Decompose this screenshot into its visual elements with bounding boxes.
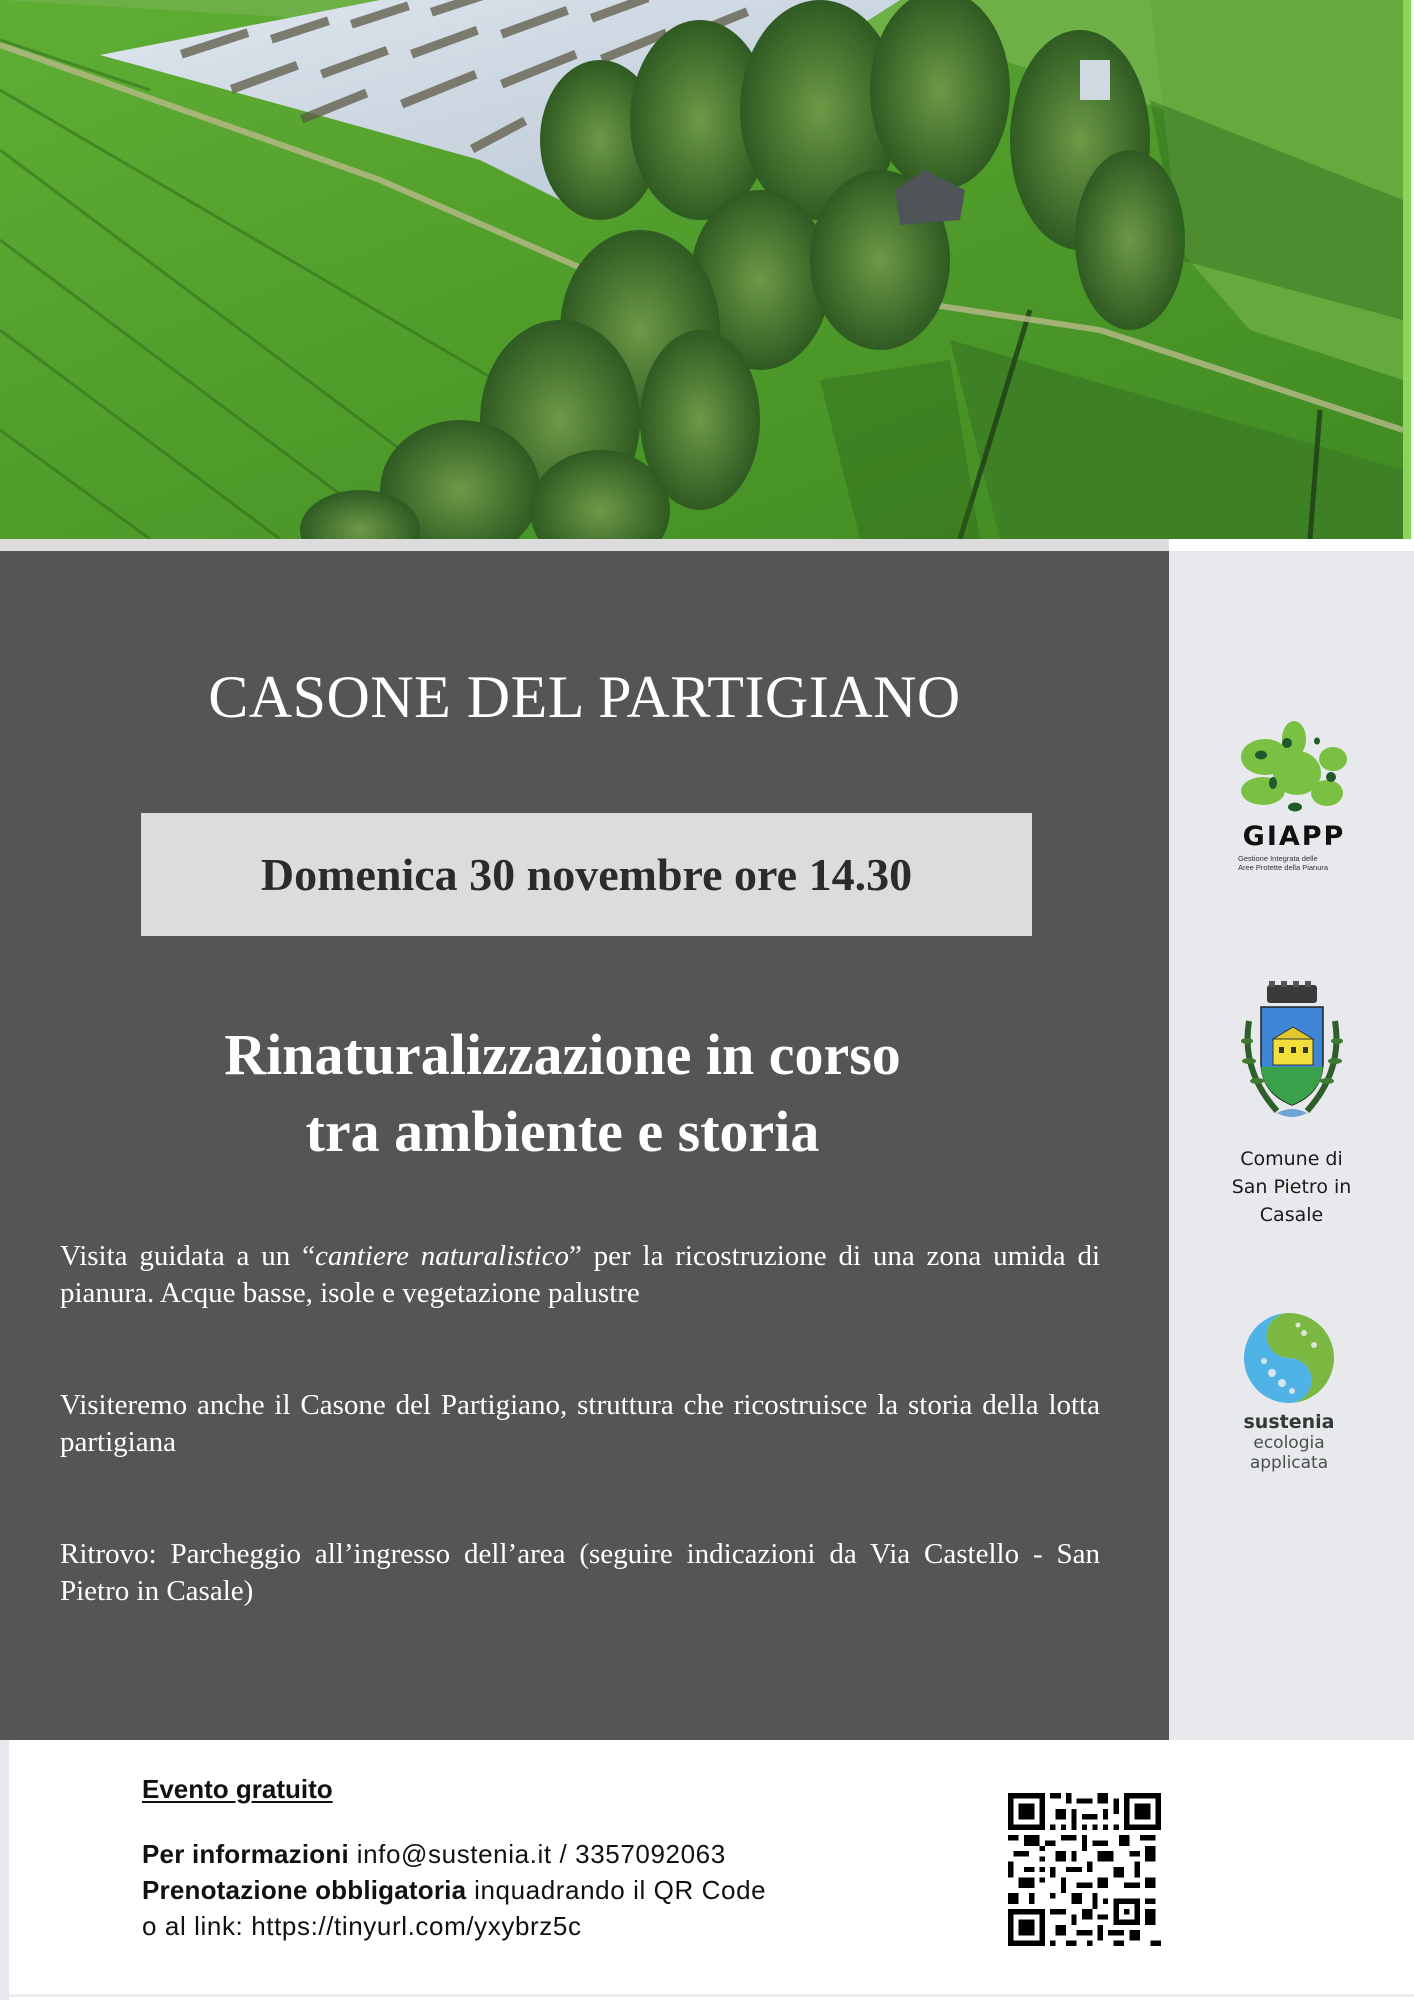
sustenia-tagline-line-1: ecologia — [1253, 1433, 1325, 1453]
event-date: Domenica 30 novembre ore 14.30 — [260, 849, 913, 900]
subtitle-line-2: tra ambiente e storia — [305, 1099, 820, 1164]
giapp-leaf-icon — [1235, 721, 1353, 819]
sustenia-tagline-line-2: applicata — [1249, 1453, 1329, 1473]
info-contact[interactable]: info@sustenia.it / 3357092063 — [348, 1839, 726, 1869]
description-paragraph — [60, 1238, 1100, 1312]
description-text-end: ” per la ricostruzione di una zona umida di pianura. Acque basse, isole e vegetazione palustre — [60, 1240, 1100, 1309]
subtitle-line-1: Rinaturalizzazione in corso — [224, 1022, 901, 1087]
hero-green-border — [1403, 0, 1411, 539]
casone-paragraph: Visiteremo anche il Casone del Partigiano, struttura che ricostruisce la storia della lotta partigiana — [60, 1389, 1100, 1458]
free-event-label: Evento gratuito — [142, 1774, 333, 1804]
comune-logo — [1189, 981, 1394, 1229]
description-italic: cantiere naturalistico — [314, 1240, 569, 1272]
sustenia-logo — [1229, 1311, 1349, 1473]
event-info-panel — [0, 551, 1169, 1740]
comune-line-3: Casale — [1259, 1204, 1324, 1226]
footer-left-edge — [0, 1740, 9, 2000]
booking-link[interactable]: o al link: https://tinyurl.com/yxybrz5c — [142, 1911, 582, 1941]
info-line — [142, 1836, 962, 1872]
info-label: Per informazioni — [142, 1839, 349, 1869]
booking-line — [142, 1872, 962, 1908]
divider-strip — [0, 539, 1169, 551]
qr-code[interactable] — [1008, 1793, 1161, 1946]
giapp-logo — [1229, 721, 1359, 872]
description-text-start: Visita guidata a un “ — [60, 1240, 315, 1272]
coat-of-arms-icon — [1237, 981, 1347, 1131]
qr-code-icon — [1008, 1793, 1161, 1946]
sustenia-tagline — [1250, 1433, 1328, 1473]
booking-label: Prenotazione obbligatoria — [142, 1875, 467, 1905]
date-box — [141, 813, 1032, 936]
giapp-subtitle-line-1: Gestione Integrata delle — [1238, 854, 1318, 863]
aerial-landscape-image — [0, 0, 1403, 539]
sustenia-circle-icon — [1242, 1311, 1336, 1405]
giapp-subtitle — [1238, 854, 1350, 872]
contact-info — [142, 1836, 962, 1944]
comune-name — [1232, 1145, 1352, 1229]
giapp-subtitle-line-2: Aree Protette della Pianura — [1238, 863, 1329, 872]
meeting-point-paragraph: Ritrovo: Parcheggio all’ingresso dell’area (seguire indicazioni da Via Castello - San Pietro in Casale) — [60, 1538, 1100, 1607]
giapp-name: GIAPP — [1242, 821, 1346, 852]
comune-line-2: San Pietro in — [1231, 1176, 1352, 1198]
hero-photo — [0, 0, 1403, 539]
booking-instructions: inquadrando il QR Code — [466, 1875, 767, 1905]
event-subtitle — [0, 1016, 1125, 1170]
comune-line-1: Comune di — [1240, 1148, 1343, 1170]
sustenia-name: sustenia — [1243, 1411, 1335, 1433]
event-title: CASONE DEL PARTIGIANO — [208, 664, 961, 730]
footer — [9, 1740, 1414, 1997]
partner-logos-column — [1169, 551, 1414, 1740]
